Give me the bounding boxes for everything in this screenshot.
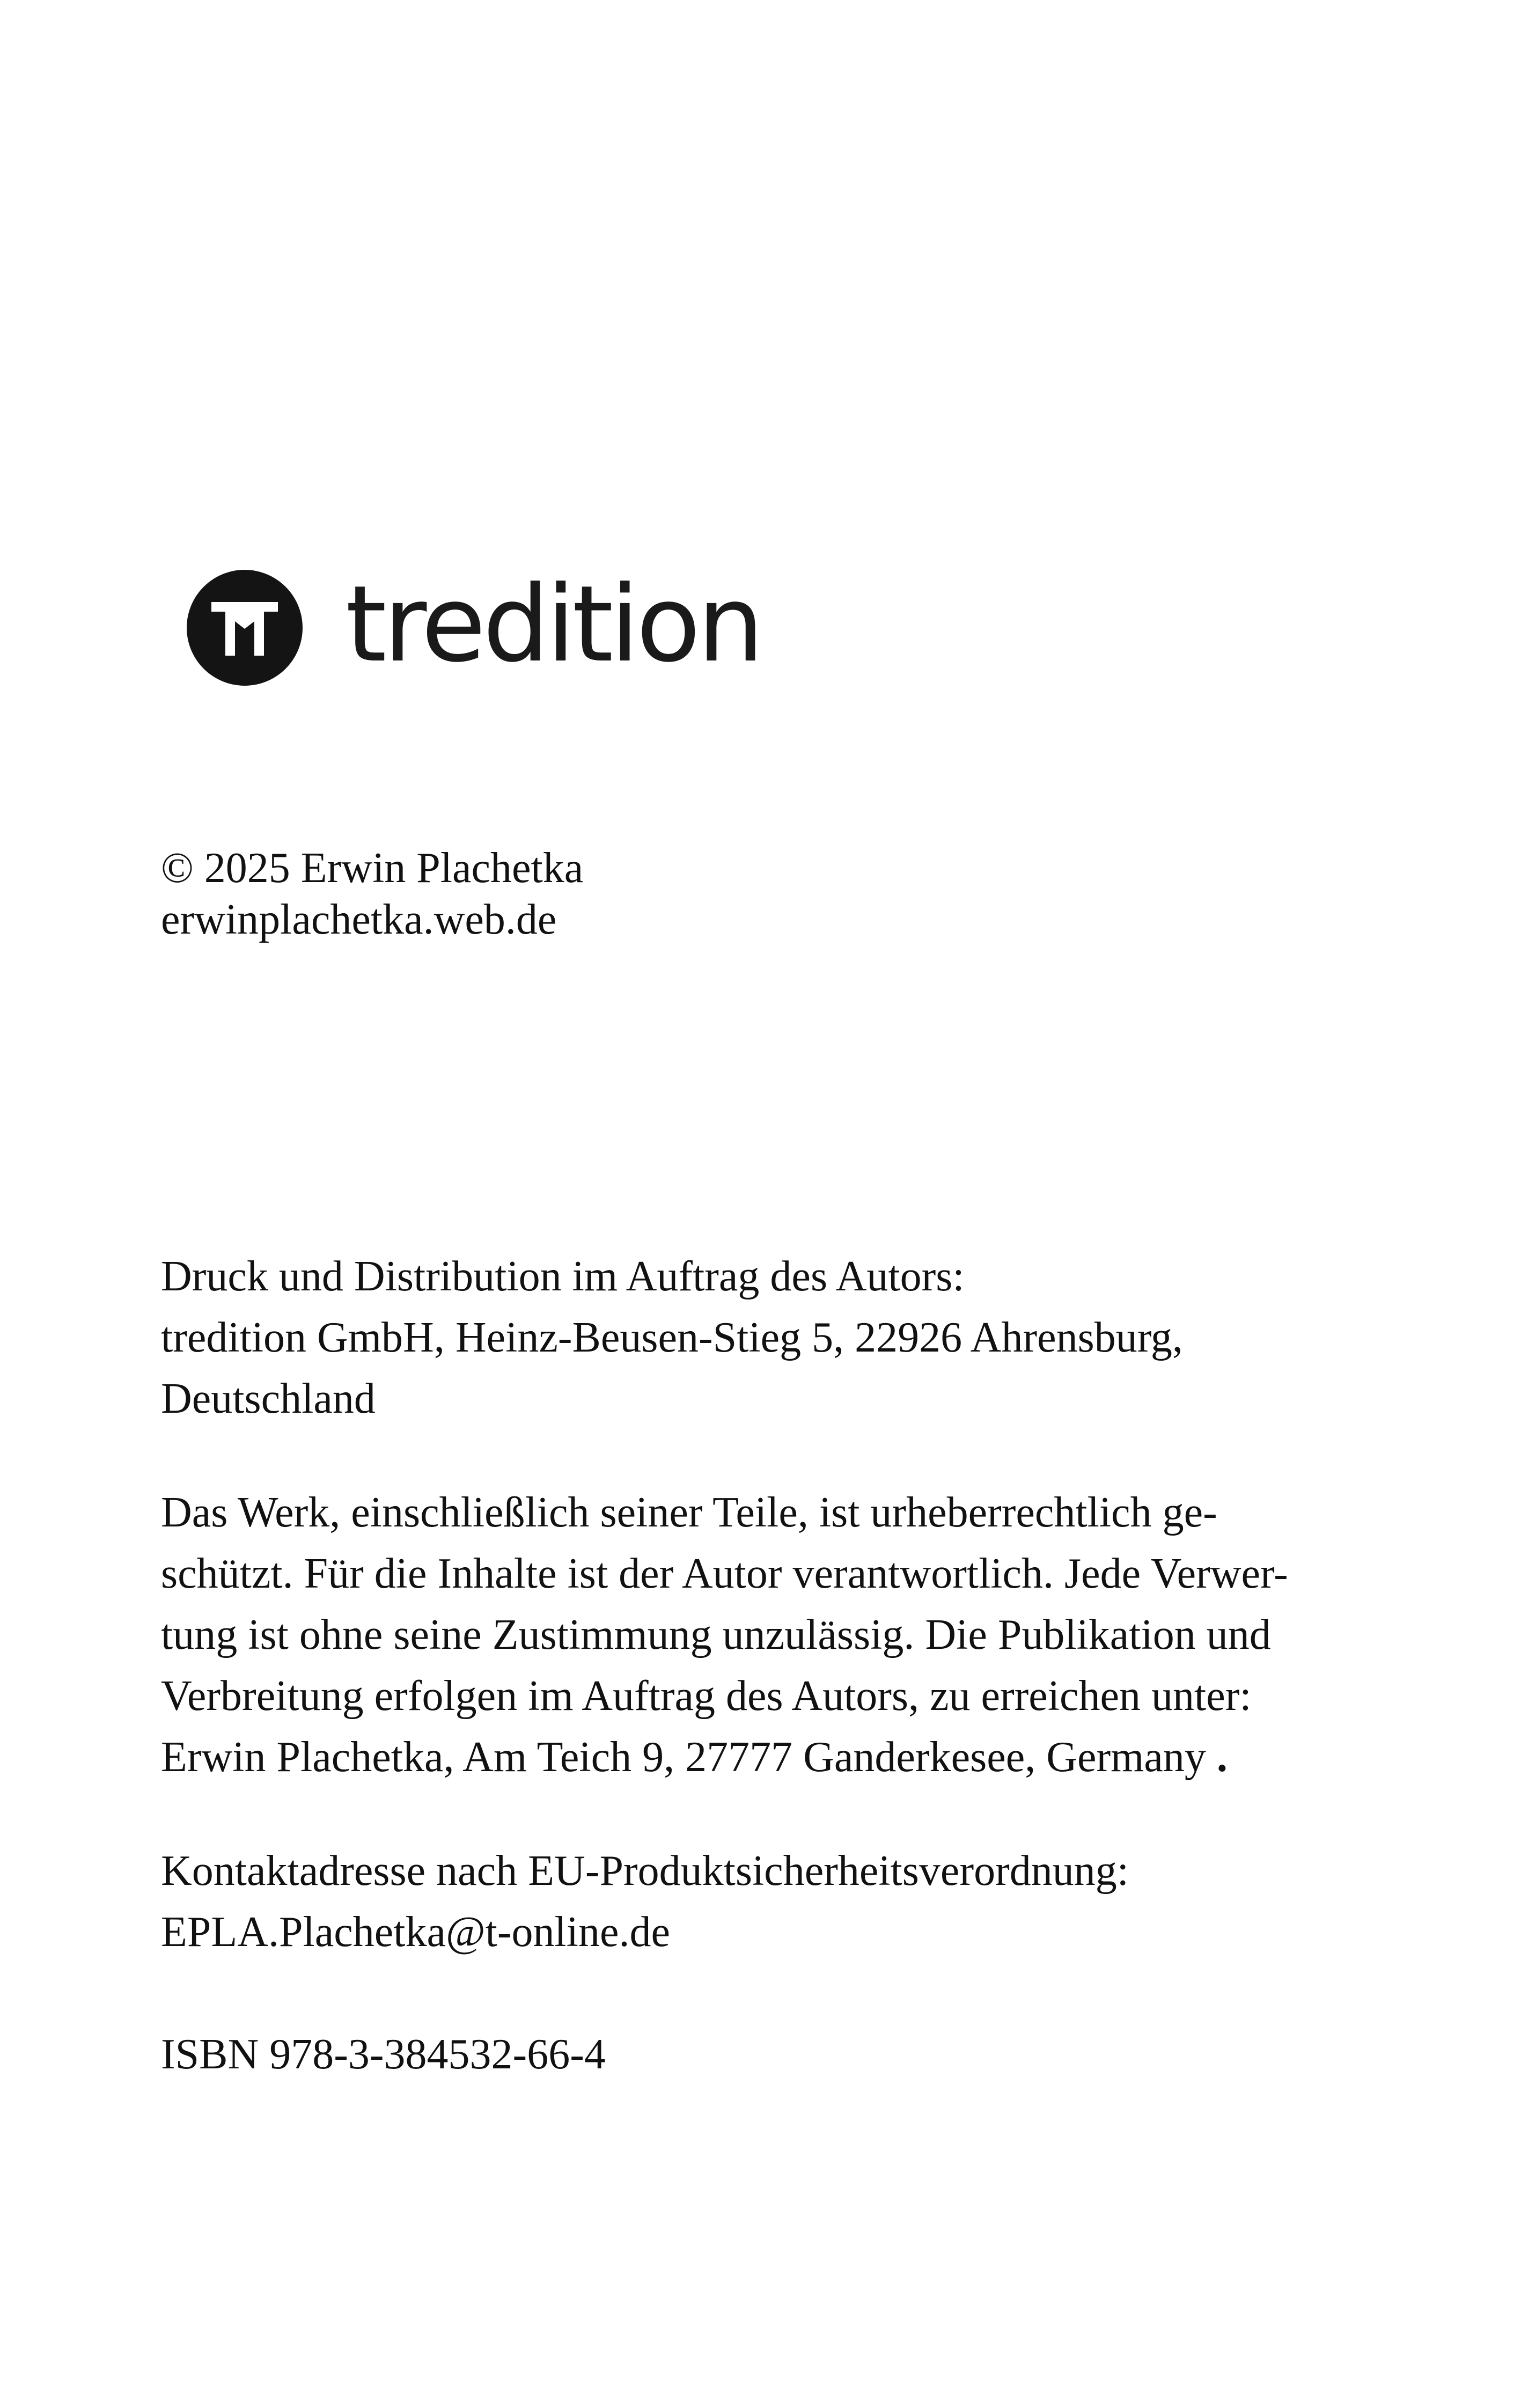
rights-line: tung ist ohne seine Zustimmung unzulässig. Die Publikation und (161, 1611, 1271, 1658)
copyright-line: © 2025 Erwin Plachetka (161, 845, 584, 892)
contact-heading: Kontaktadresse nach EU-Produktsicherheitsverordnung: (161, 1847, 1129, 1895)
rights-line: schützt. Für die Inhalte ist der Autor verantwortlich. Jede Verwer- (161, 1550, 1288, 1597)
author-website: erwinplachetka.web.de (161, 896, 557, 943)
rights-line: Verbreitung erfolgen im Auftrag des Autors, zu erreichen unter: (161, 1672, 1252, 1720)
rights-notice-block (161, 1482, 1288, 1788)
rights-line-last (161, 1727, 1288, 1788)
contact-block (161, 1840, 1129, 1963)
print-line: Deutschland (161, 1375, 376, 1422)
author-address: Erwin Plachetka, Am Teich 9, 27777 Ganderkesee, Germany (161, 1734, 1206, 1781)
print-distribution-block (161, 1246, 1183, 1429)
end-mark: . (1216, 1734, 1228, 1781)
isbn-block (161, 2024, 606, 2085)
print-line: Druck und Distribution im Auftrag des Autors: (161, 1253, 965, 1300)
isbn: ISBN 978-3-384532-66-4 (161, 2031, 606, 2078)
tredition-logo-icon (187, 570, 303, 686)
print-line: tredition GmbH, Heinz-Beusen-Stieg 5, 22926 Ahrensburg, (161, 1314, 1183, 1361)
publisher-logo (187, 563, 761, 687)
copyright-block (161, 842, 583, 945)
contact-email: EPLA.Plachetka@t-online.de (161, 1908, 670, 1956)
rights-line: Das Werk, einschließlich seiner Teile, ist urheberrechtlich ge- (161, 1489, 1217, 1536)
logo-wordmark: tredition (346, 563, 761, 686)
